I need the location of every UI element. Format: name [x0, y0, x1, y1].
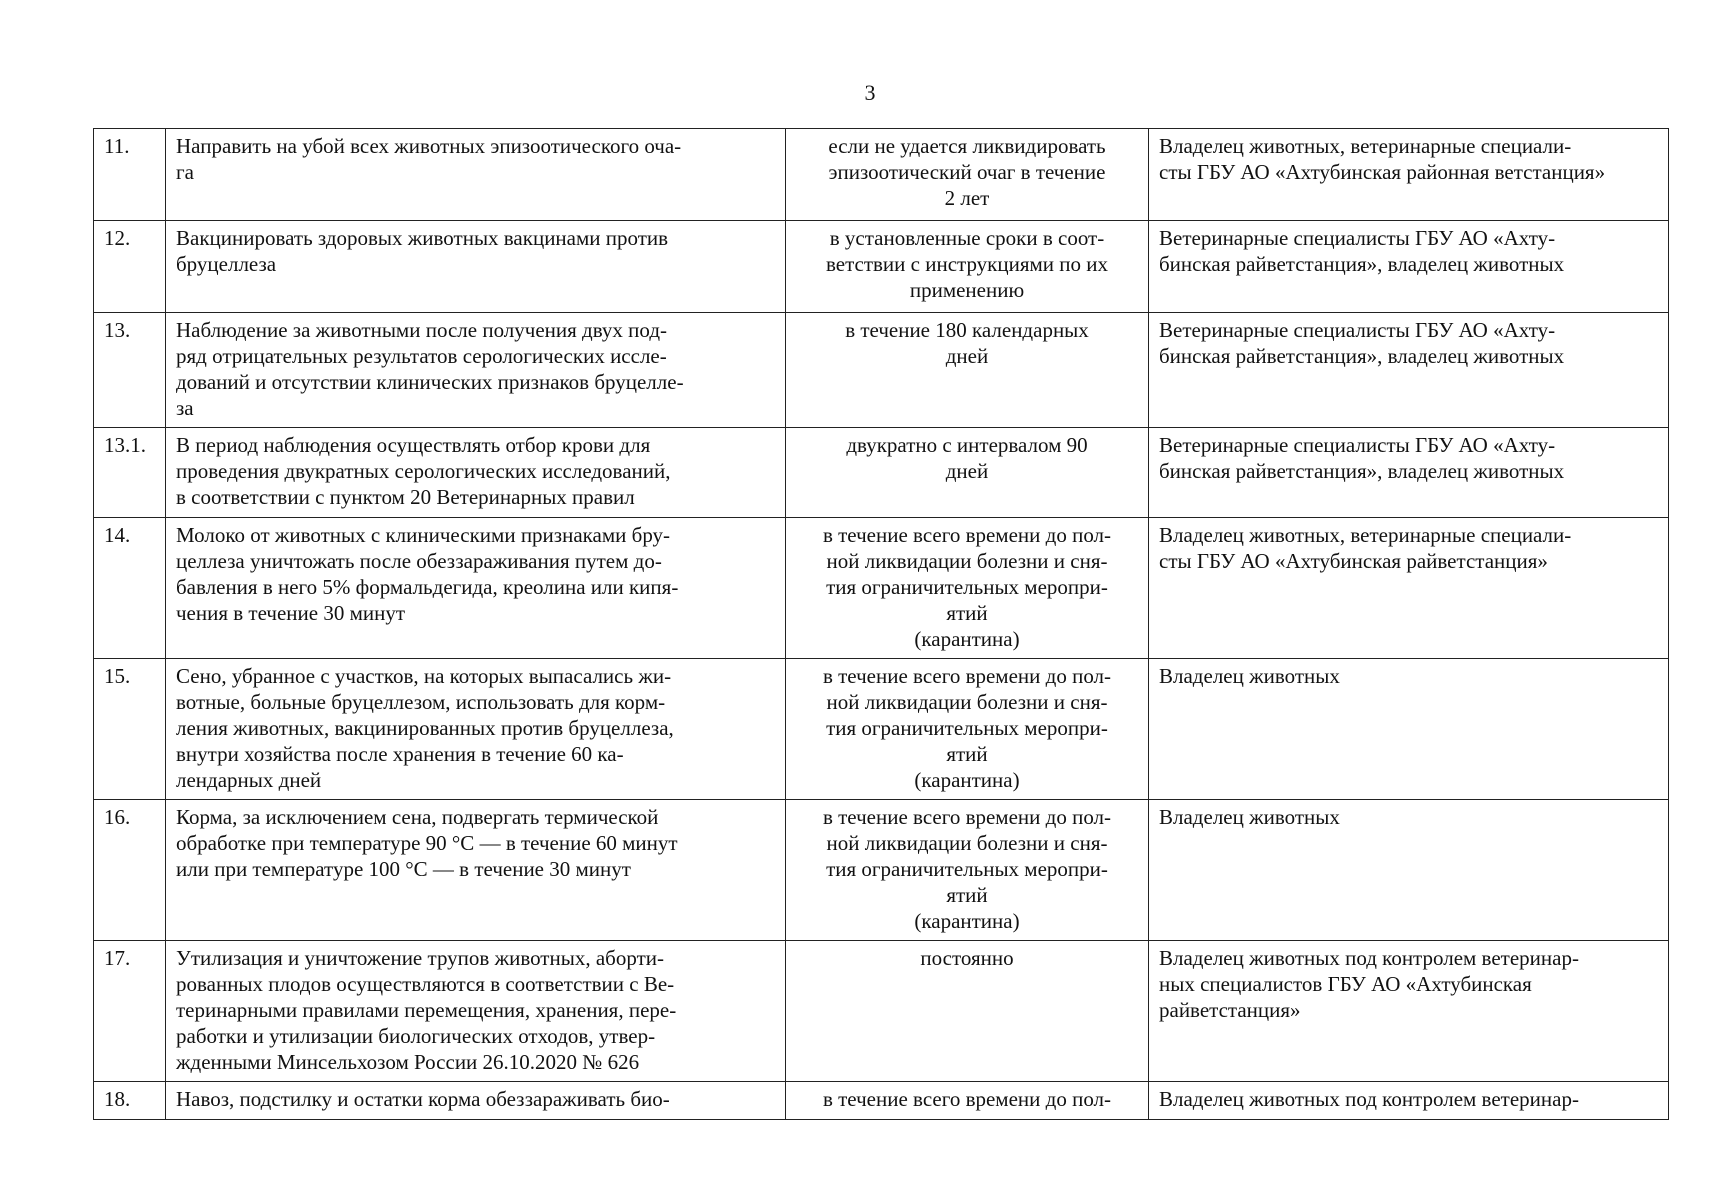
row-number: 11.	[94, 129, 166, 221]
row-number: 13.	[94, 313, 166, 428]
term-cell: если не удается ликвидировать эпизоотический очаг в течение 2 лет	[786, 129, 1149, 221]
action-cell: Сено, убранное с участков, на которых выпасались жи- вотные, больные бруцеллезом, использовать для корм- ления животных, вакцинированных против бруцеллеза, внутри хозяйства после хранения в течение 60 ка- лендарных дней	[166, 659, 786, 800]
responsible-cell: Владелец животных, ветеринарные специали- сты ГБУ АО «Ахтубинская районная ветстанция»	[1149, 129, 1669, 221]
row-number: 17.	[94, 941, 166, 1082]
term-cell: постоянно	[786, 941, 1149, 1082]
responsible-cell: Ветеринарные специалисты ГБУ АО «Ахту- бинская райветстанция», владелец животных	[1149, 428, 1669, 518]
row-number: 15.	[94, 659, 166, 800]
table-row	[94, 129, 1669, 221]
action-cell: Вакцинировать здоровых животных вакцинами против бруцеллеза	[166, 221, 786, 313]
term-cell: в установленные сроки в соот- ветствии с инструкциями по их применению	[786, 221, 1149, 313]
table-row	[94, 800, 1669, 941]
table-row	[94, 941, 1669, 1082]
page-number: 3	[864, 80, 876, 105]
term-cell: в течение всего времени до пол- ной ликвидации болезни и сня- тия ограничительных меропри- ятий (карантина)	[786, 518, 1149, 659]
term-cell: в течение всего времени до пол-	[786, 1082, 1149, 1120]
action-cell: Направить на убой всех животных эпизоотического оча- га	[166, 129, 786, 221]
responsible-cell: Владелец животных под контролем ветеринар- ных специалистов ГБУ АО «Ахтубинская райветстанция»	[1149, 941, 1669, 1082]
table-row	[94, 518, 1669, 659]
term-cell: двукратно с интервалом 90 дней	[786, 428, 1149, 518]
table-row	[94, 313, 1669, 428]
table-row	[94, 428, 1669, 518]
table-row	[94, 1082, 1669, 1120]
action-cell: Навоз, подстилку и остатки корма обеззараживать био-	[166, 1082, 786, 1120]
row-number: 13.1.	[94, 428, 166, 518]
action-cell: Корма, за исключением сена, подвергать термической обработке при температуре 90 °С — в течение 60 минут или при температуре 100 °С — в течение 30 минут	[166, 800, 786, 941]
table-row	[94, 659, 1669, 800]
row-number: 14.	[94, 518, 166, 659]
row-number: 18.	[94, 1082, 166, 1120]
table-row	[94, 221, 1669, 313]
term-cell: в течение всего времени до пол- ной ликвидации болезни и сня- тия ограничительных меропри- ятий (карантина)	[786, 659, 1149, 800]
responsible-cell: Ветеринарные специалисты ГБУ АО «Ахту- бинская райветстанция», владелец животных	[1149, 313, 1669, 428]
responsible-cell: Владелец животных под контролем ветеринар-	[1149, 1082, 1669, 1120]
action-cell: В период наблюдения осуществлять отбор крови для проведения двукратных серологических исследований, в соответствии с пунктом 20 Ветеринарных правил	[166, 428, 786, 518]
action-cell: Наблюдение за животными после получения двух под- ряд отрицательных результатов серологических иссле- дований и отсутствии клинических признаков бруцелле- за	[166, 313, 786, 428]
responsible-cell: Владелец животных	[1149, 659, 1669, 800]
term-cell: в течение 180 календарных дней	[786, 313, 1149, 428]
action-cell: Молоко от животных с клиническими признаками бру- целлеза уничтожать после обеззараживания путем до- бавления в него 5% формальдегида, креолина или кипя- чения в течение 30 минут	[166, 518, 786, 659]
action-cell: Утилизация и уничтожение трупов животных, аборти- рованных плодов осуществляются в соответствии с Ве- теринарными правилами перемещения, хранения, пере- работки и утилизации биологических отходов, утвер- жденными Минсельхозом России 26.10.2020 № 626	[166, 941, 786, 1082]
responsible-cell: Ветеринарные специалисты ГБУ АО «Ахту- бинская райветстанция», владелец животных	[1149, 221, 1669, 313]
row-number: 12.	[94, 221, 166, 313]
row-number: 16.	[94, 800, 166, 941]
term-cell: в течение всего времени до пол- ной ликвидации болезни и сня- тия ограничительных меропри- ятий (карантина)	[786, 800, 1149, 941]
responsible-cell: Владелец животных, ветеринарные специали- сты ГБУ АО «Ахтубинская райветстанция»	[1149, 518, 1669, 659]
responsible-cell: Владелец животных	[1149, 800, 1669, 941]
measures-table	[93, 128, 1669, 1120]
